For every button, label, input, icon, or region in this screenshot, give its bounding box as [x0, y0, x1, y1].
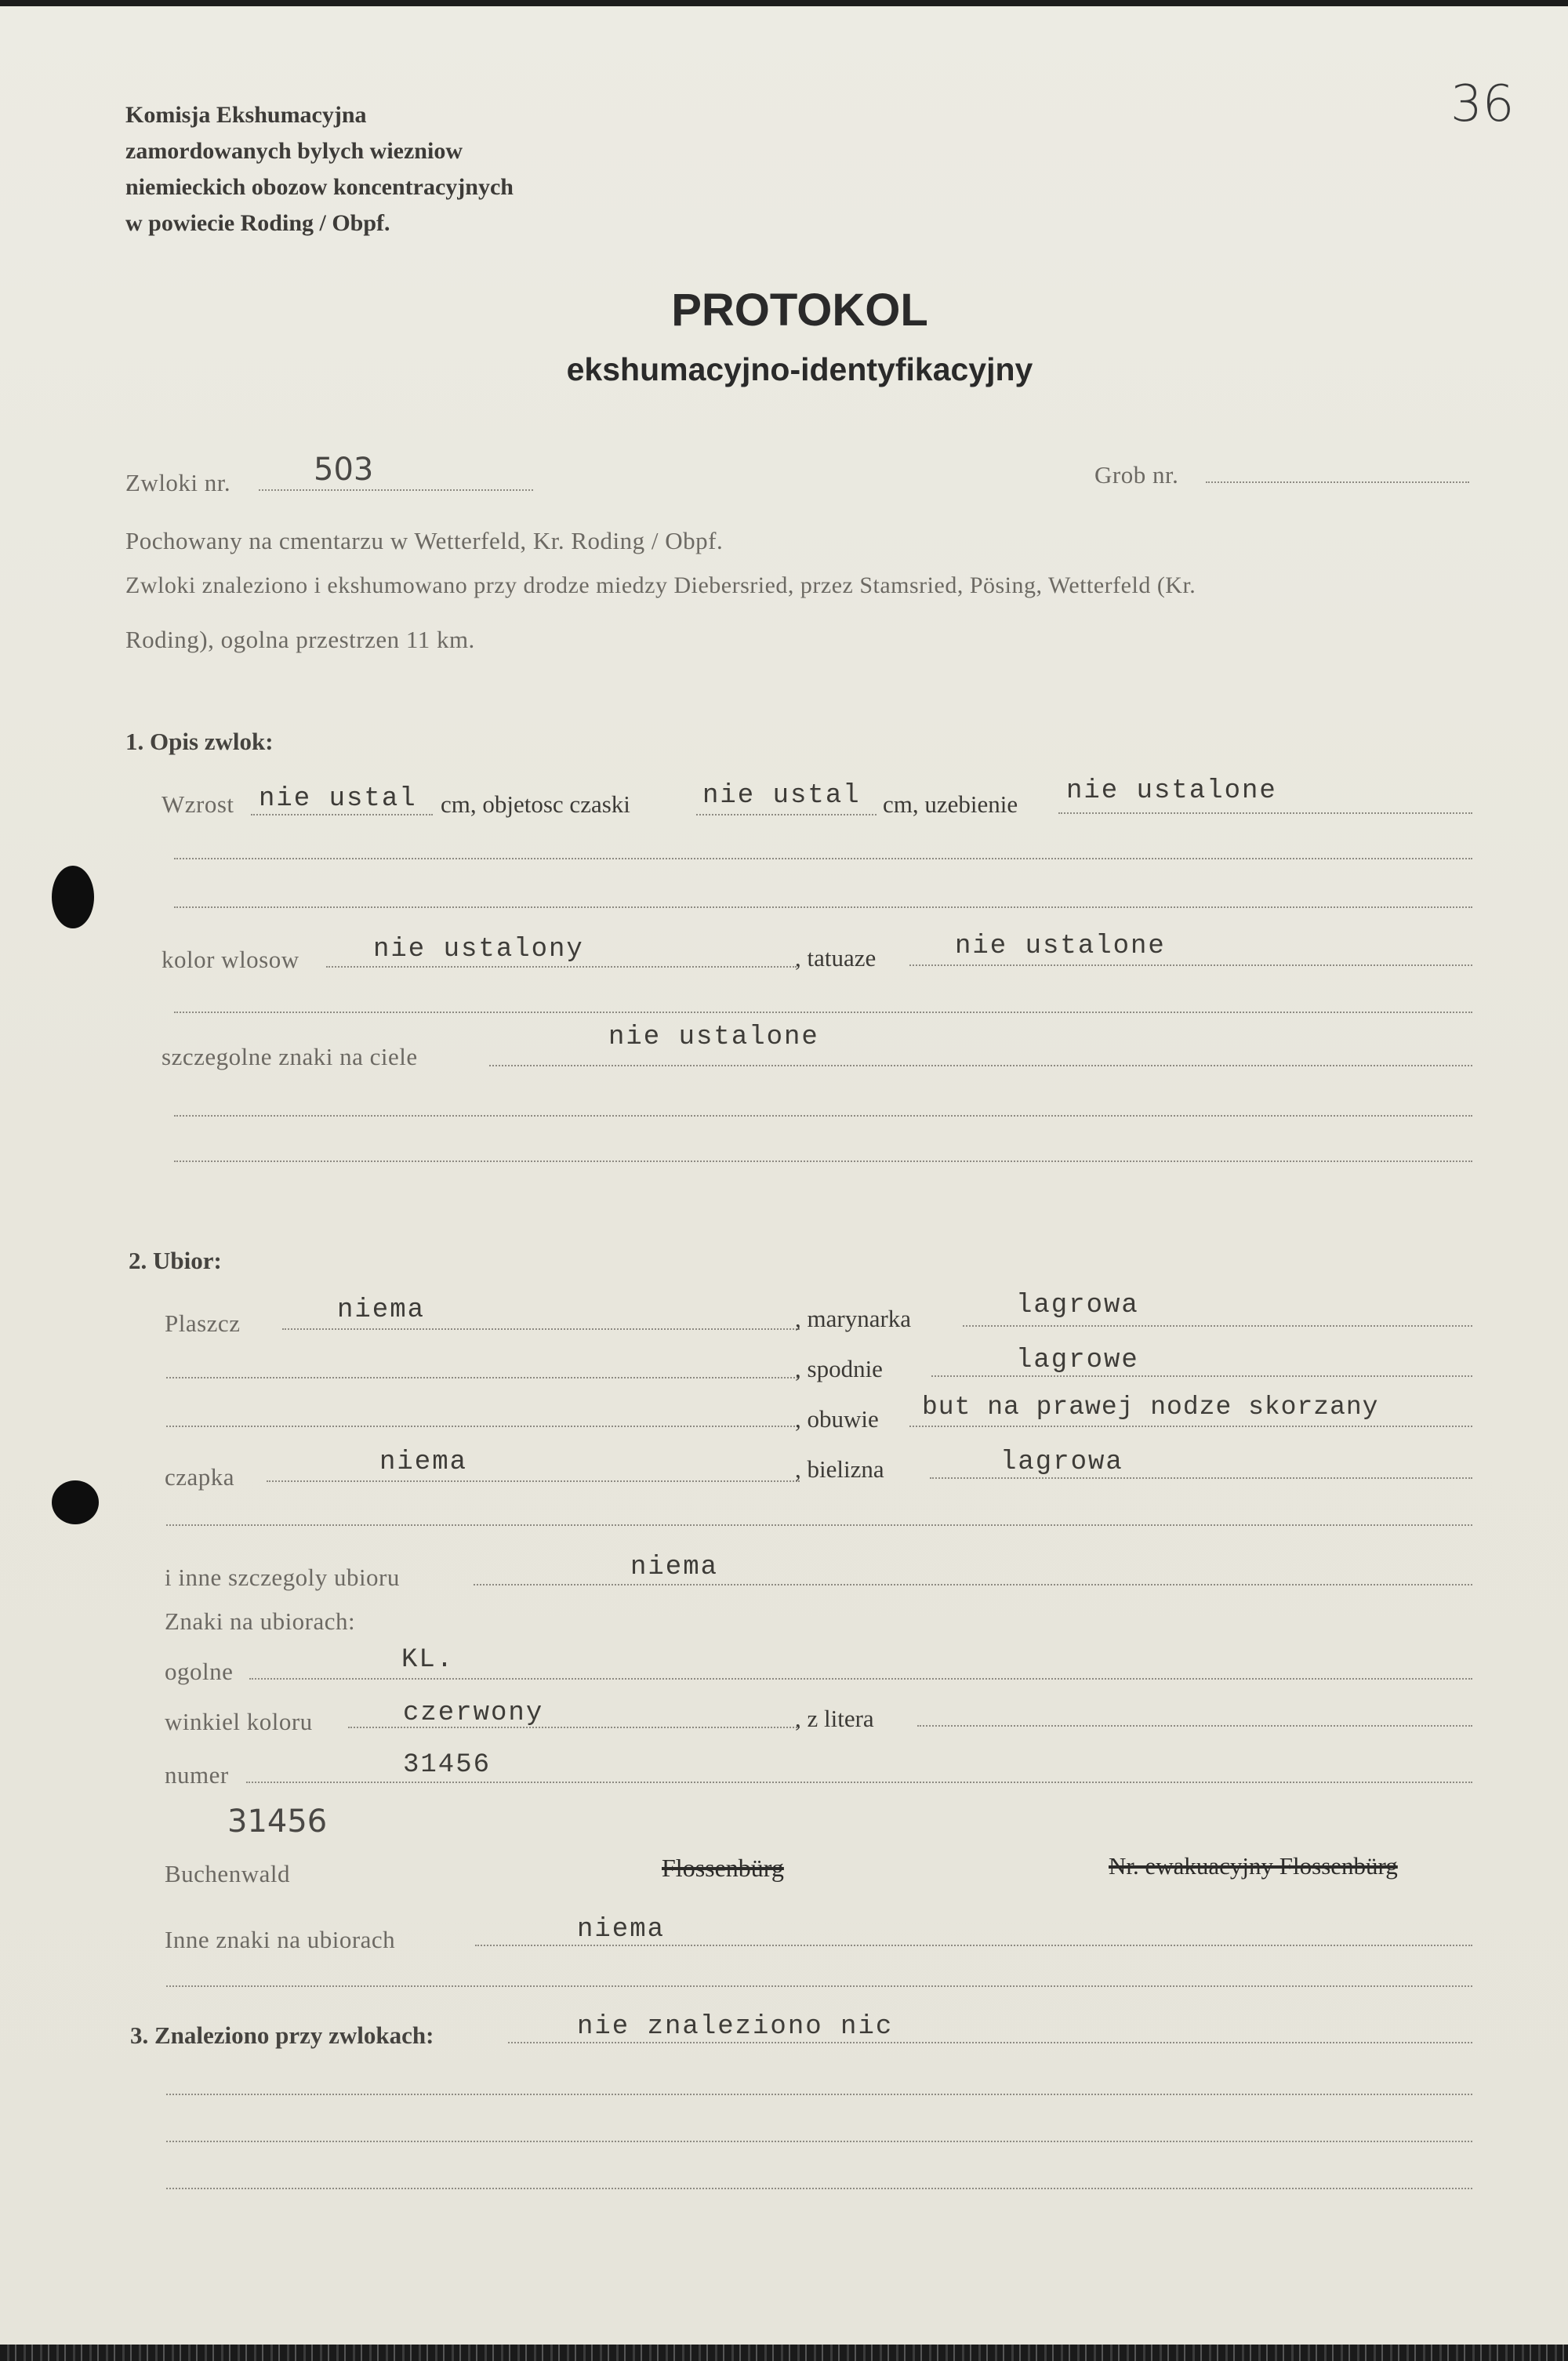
- tatuaze-value: nie ustalone: [955, 932, 1166, 961]
- section-3-value: nie znaleziono nic: [577, 2012, 894, 2042]
- grob-line: [1206, 481, 1469, 483]
- wlosy-value: nie ustalony: [373, 935, 584, 964]
- bielizna-value: lagrowa: [1000, 1447, 1123, 1477]
- header-line-3: niemieckich obozow koncentracyjnych: [125, 174, 514, 200]
- buchenwald-label: Buchenwald: [165, 1860, 290, 1887]
- znaki-ciele-line: [489, 1065, 1472, 1066]
- inne-znaki-value: niema: [577, 1915, 666, 1945]
- winkiel-value: czerwony: [403, 1698, 544, 1728]
- cm-label-2: cm, uzebienie: [883, 790, 1018, 818]
- wlosy-line: [326, 966, 797, 968]
- section-3-heading: 3. Znaleziono przy zwlokach:: [130, 2021, 434, 2049]
- blank-line: [174, 1161, 1472, 1162]
- cm-label-1: cm, objetosc czaski: [441, 790, 630, 818]
- blank-line: [166, 1377, 798, 1378]
- litera-label: , z litera: [795, 1705, 874, 1732]
- blank-line: [174, 1012, 1472, 1013]
- plaszcz-label: Plaszcz: [165, 1309, 241, 1337]
- page-number: 36: [1450, 75, 1515, 133]
- obuwie-value: but na prawej nodze skorzany: [922, 1393, 1379, 1422]
- header-line-1: Komisja Ekshumacyjna: [125, 102, 367, 128]
- czapka-label: czapka: [165, 1463, 235, 1491]
- bielizna-line: [930, 1477, 1472, 1479]
- flossenburg-struck: Flossenbürg: [662, 1854, 784, 1882]
- blank-line: [166, 1524, 1472, 1526]
- section-3-line: [508, 2042, 1472, 2043]
- plaszcz-line: [282, 1328, 800, 1330]
- uzebienie-value: nie ustalone: [1066, 776, 1277, 806]
- czapka-line: [267, 1480, 800, 1482]
- document-title: PROTOKOL: [671, 285, 928, 336]
- ogolne-label: ogolne: [165, 1658, 234, 1685]
- numer-value: 31456: [403, 1750, 492, 1780]
- header-line-2: zamordowanych bylych wiezniow: [125, 138, 463, 164]
- ogolne-value: KL.: [401, 1645, 455, 1675]
- czapka-value: niema: [379, 1447, 468, 1477]
- marynarka-value: lagrowa: [1016, 1291, 1139, 1320]
- zwloki-label: Zwloki nr.: [125, 469, 231, 496]
- czaszka-value: nie ustal: [702, 781, 861, 811]
- spodnie-line: [931, 1375, 1472, 1377]
- wzrost-label: Wzrost: [162, 790, 234, 818]
- plaszcz-value: niema: [337, 1295, 426, 1325]
- bielizna-label: , bielizna: [795, 1455, 884, 1483]
- inne-znaki-line: [475, 1945, 1472, 1946]
- header-line-4: w powiecie Roding / Obpf.: [125, 210, 390, 236]
- znaki-ciele-value: nie ustalone: [608, 1022, 819, 1052]
- inne-szczegoly-line: [474, 1584, 1472, 1586]
- wzrost-line: [251, 814, 433, 815]
- punch-hole-bottom: [52, 1480, 99, 1524]
- spodnie-value: lagrowe: [1016, 1346, 1139, 1375]
- blank-line: [166, 1985, 1472, 1987]
- wlosy-label: kolor wlosow: [162, 946, 299, 973]
- document-subtitle: ekshumacyjno-identyfikacyjny: [566, 351, 1033, 387]
- found-line-2: Roding), ogolna przestrzen 11 km.: [125, 626, 475, 653]
- tatuaze-label: , tatuaze: [795, 944, 877, 972]
- marynarka-line: [963, 1325, 1472, 1327]
- zwloki-line: [259, 489, 533, 491]
- obuwie-label: , obuwie: [795, 1405, 879, 1433]
- inne-szczegoly-label: i inne szczegoly ubioru: [165, 1564, 400, 1591]
- ogolne-line: [249, 1678, 1472, 1680]
- litera-line: [917, 1725, 1472, 1727]
- found-line-1: Zwloki znaleziono i ekshumowano przy drodze miedzy Diebersried, przez Stamsried, Pösing, Wetterfeld (Kr.: [125, 572, 1196, 598]
- inne-szczegoly-value: niema: [630, 1553, 719, 1582]
- blank-line: [166, 2141, 1472, 2142]
- blank-line: [166, 1426, 798, 1427]
- numer-label: numer: [165, 1761, 229, 1789]
- punch-hole-top: [52, 866, 94, 928]
- wzrost-value: nie ustal: [259, 784, 417, 814]
- grob-label: Grob nr.: [1094, 461, 1179, 489]
- scan-bottom-edge: [0, 2345, 1568, 2361]
- znaki-ciele-label: szczegolne znaki na ciele: [162, 1043, 418, 1070]
- znaki-na-ubiorach-label: Znaki na ubiorach:: [165, 1607, 356, 1635]
- handwritten-number: 31456: [227, 1803, 328, 1840]
- zwloki-value: 503: [314, 452, 374, 488]
- blank-line: [166, 2094, 1472, 2095]
- obuwie-line: [909, 1426, 1472, 1427]
- tatuaze-line: [909, 964, 1472, 966]
- spodnie-label: , spodnie: [795, 1355, 883, 1382]
- uzebienie-line: [1058, 812, 1472, 814]
- scan-top-edge: [0, 0, 1568, 6]
- inne-znaki-label: Inne znaki na ubiorach: [165, 1926, 396, 1953]
- blank-line: [174, 858, 1472, 859]
- nr-ewakuacyjny-struck: Nr. ewakuacyjny Flossenbürg: [1109, 1852, 1398, 1880]
- blank-line: [174, 906, 1472, 908]
- blank-line: [166, 2188, 1472, 2189]
- blank-line: [174, 1115, 1472, 1117]
- czaszka-line: [696, 814, 877, 815]
- section-2-heading: 2. Ubior:: [129, 1247, 222, 1274]
- buried-line: Pochowany na cmentarzu w Wetterfeld, Kr. Roding / Obpf.: [125, 527, 724, 554]
- numer-line: [246, 1782, 1472, 1783]
- section-1-heading: 1. Opis zwlok:: [125, 728, 274, 755]
- winkiel-label: winkiel koloru: [165, 1708, 313, 1735]
- marynarka-label: , marynarka: [795, 1305, 912, 1332]
